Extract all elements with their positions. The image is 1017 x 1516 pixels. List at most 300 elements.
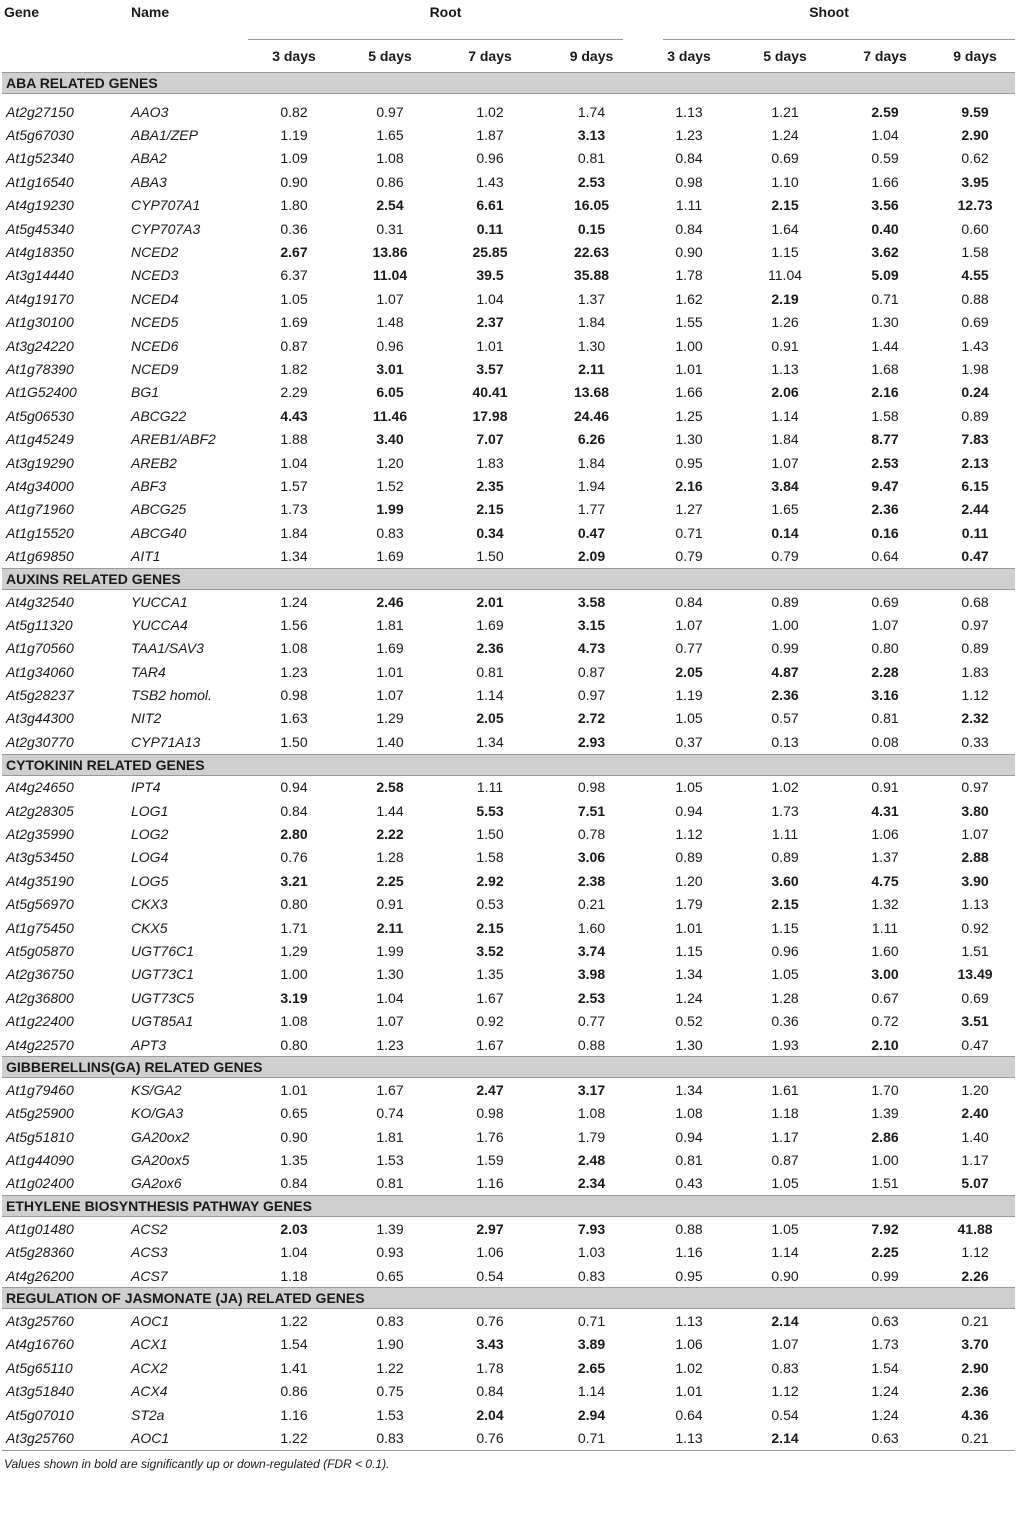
table-row <box>2 939 1015 962</box>
fold-change-value: 1.60 <box>577 919 606 936</box>
fold-change-value: 2.38 <box>577 872 606 889</box>
fold-change-value: 1.16 <box>675 1244 703 1261</box>
gene-name: ABCG25 <box>131 501 187 518</box>
gene-id: At5g07010 <box>6 1406 74 1423</box>
table-row <box>2 986 1015 1009</box>
fold-change-value: 2.94 <box>577 1406 606 1423</box>
fold-change-value: 35.88 <box>573 267 610 284</box>
fold-change-value: 3.58 <box>577 593 606 610</box>
fold-change-value: 3.43 <box>476 1336 504 1353</box>
fold-change-value: 0.37 <box>675 733 703 750</box>
fold-change-value: 1.03 <box>577 1244 606 1261</box>
header-day: 5 days <box>340 40 440 73</box>
gene-id: At4g22570 <box>6 1036 74 1053</box>
gene-name: LOG2 <box>131 826 169 843</box>
gene-name: ACS2 <box>131 1220 168 1237</box>
fold-change-value: 0.16 <box>871 524 899 541</box>
fold-change-value: 6.61 <box>476 197 504 214</box>
table-row <box>2 264 1015 287</box>
fold-change-value: 4.43 <box>280 407 308 424</box>
fold-change-value: 1.28 <box>771 989 799 1006</box>
gene-name: ACX4 <box>131 1383 168 1400</box>
table-row <box>2 1217 1015 1241</box>
fold-change-value: 2.54 <box>376 197 404 214</box>
table-row <box>2 822 1015 845</box>
section-title: AUXINS RELATED GENES <box>2 568 1015 589</box>
gene-name: UGT73C5 <box>131 989 195 1006</box>
gene-name: ABF3 <box>131 477 167 494</box>
gene-id: At1G52400 <box>6 384 77 401</box>
fold-change-value: 3.01 <box>376 360 404 377</box>
fold-change-value: 2.16 <box>871 384 899 401</box>
fold-change-value: 1.30 <box>675 1036 703 1053</box>
fold-change-value: 0.88 <box>577 1036 606 1053</box>
fold-change-value: 1.01 <box>280 1081 308 1098</box>
fold-change-value: 5.09 <box>871 267 899 284</box>
fold-change-value: 0.93 <box>376 1244 404 1261</box>
fold-change-value: 0.95 <box>675 454 703 471</box>
gene-id: At5g65110 <box>6 1359 73 1376</box>
header-day: 9 days <box>540 40 643 73</box>
fold-change-value: 1.19 <box>280 127 308 144</box>
fold-change-value: 1.12 <box>771 1383 799 1400</box>
fold-change-value: 2.11 <box>578 360 605 377</box>
fold-change-value: 0.96 <box>771 942 799 959</box>
table-row <box>2 1148 1015 1171</box>
fold-change-value: 1.83 <box>961 663 989 680</box>
fold-change-value: 0.57 <box>771 710 799 727</box>
fold-change-value: 16.05 <box>573 197 610 214</box>
expression-table <box>2 0 1015 1451</box>
fold-change-value: 1.01 <box>675 360 703 377</box>
fold-change-value: 2.25 <box>871 1244 899 1261</box>
fold-change-value: 0.89 <box>771 593 799 610</box>
fold-change-value: 1.93 <box>771 1036 799 1053</box>
fold-change-value: 1.30 <box>577 337 606 354</box>
gene-id: At5g28360 <box>6 1244 74 1261</box>
fold-change-value: 1.15 <box>771 244 799 261</box>
fold-change-value: 1.20 <box>675 872 703 889</box>
fold-change-value: 0.72 <box>871 1013 899 1030</box>
fold-change-value: 1.81 <box>376 1128 404 1145</box>
fold-change-value: 1.01 <box>675 919 703 936</box>
fold-change-value: 0.89 <box>675 849 703 866</box>
fold-change-value: 1.05 <box>771 1220 799 1237</box>
gene-name: KO/GA3 <box>131 1105 184 1122</box>
table-row <box>2 637 1015 660</box>
fold-change-value: 0.78 <box>577 826 606 843</box>
fold-change-value: 22.63 <box>573 244 610 261</box>
fold-change-value: 1.06 <box>476 1244 504 1261</box>
fold-change-value: 6.05 <box>376 384 404 401</box>
table-row <box>2 1078 1015 1102</box>
header-day: 7 days <box>440 40 540 73</box>
fold-change-value: 1.34 <box>280 548 308 565</box>
table-row <box>2 1309 1015 1333</box>
table-row <box>2 123 1015 146</box>
table-row <box>2 194 1015 217</box>
fold-change-value: 1.67 <box>376 1081 404 1098</box>
fold-change-value: 0.59 <box>871 150 899 167</box>
fold-change-value: 0.97 <box>961 779 989 796</box>
fold-change-value: 1.12 <box>675 826 703 843</box>
fold-change-value: 0.67 <box>871 989 899 1006</box>
fold-change-value: 2.35 <box>476 477 504 494</box>
fold-change-value: 0.69 <box>771 150 799 167</box>
fold-change-value: 1.41 <box>280 1359 308 1376</box>
fold-change-value: 1.17 <box>961 1152 989 1169</box>
fold-change-value: 0.90 <box>280 173 308 190</box>
fold-change-value: 1.56 <box>280 616 308 633</box>
fold-change-value: 0.94 <box>675 1128 703 1145</box>
fold-change-value: 3.95 <box>961 173 989 190</box>
fold-change-value: 0.81 <box>871 710 899 727</box>
fold-change-value: 0.62 <box>961 150 989 167</box>
fold-change-value: 0.89 <box>771 849 799 866</box>
fold-change-value: 1.66 <box>871 173 899 190</box>
fold-change-value: 2.93 <box>577 733 606 750</box>
fold-change-value: 1.37 <box>577 290 606 307</box>
gene-id: At4g19170 <box>6 290 74 307</box>
fold-change-value: 3.19 <box>280 989 308 1006</box>
fold-change-value: 1.02 <box>675 1359 703 1376</box>
fold-change-value: 1.34 <box>675 1081 703 1098</box>
fold-change-value: 1.12 <box>961 1244 989 1261</box>
gene-id: At4g34000 <box>6 477 74 494</box>
fold-change-value: 1.05 <box>675 710 703 727</box>
fold-change-value: 1.11 <box>476 779 504 796</box>
gene-id: At4g19230 <box>6 197 74 214</box>
fold-change-value: 0.98 <box>280 687 308 704</box>
fold-change-value: 3.52 <box>476 942 504 959</box>
fold-change-value: 0.34 <box>476 524 504 541</box>
fold-change-value: 1.54 <box>871 1359 899 1376</box>
footnote: Values shown in bold are significantly up or down-regulated (FDR < 0.1). <box>4 1456 390 1471</box>
table-row <box>2 147 1015 170</box>
fold-change-value: 2.44 <box>961 501 989 518</box>
fold-change-value: 1.14 <box>771 407 799 424</box>
fold-change-value: 2.36 <box>961 1383 989 1400</box>
fold-change-value: 1.04 <box>376 989 404 1006</box>
table-row <box>2 846 1015 869</box>
fold-change-value: 2.03 <box>280 1220 308 1237</box>
gene-id: At3g51840 <box>6 1383 74 1400</box>
gene-name: GA2ox6 <box>131 1175 182 1192</box>
fold-change-value: 1.65 <box>376 127 404 144</box>
fold-change-value: 1.84 <box>577 454 606 471</box>
gene-name: CYP71A13 <box>131 733 201 750</box>
fold-change-value: 0.84 <box>675 593 703 610</box>
fold-change-value: 1.06 <box>675 1336 703 1353</box>
fold-change-value: 0.91 <box>771 337 799 354</box>
fold-change-value: 11.04 <box>372 267 408 284</box>
fold-change-value: 1.02 <box>771 779 799 796</box>
gene-name: CKX5 <box>131 919 168 936</box>
fold-change-value: 11.04 <box>768 267 803 284</box>
fold-change-value: 1.23 <box>675 127 703 144</box>
section-header <box>2 568 1015 589</box>
fold-change-value: 2.05 <box>476 710 504 727</box>
fold-change-value: 0.76 <box>440 1426 540 1450</box>
fold-change-value: 0.60 <box>961 220 989 237</box>
fold-change-value: 6.26 <box>577 431 606 448</box>
table-row <box>2 357 1015 380</box>
fold-change-value: 0.15 <box>577 220 606 237</box>
fold-change-value: 1.28 <box>376 849 404 866</box>
table-row <box>2 683 1015 706</box>
fold-change-value: 1.40 <box>376 733 404 750</box>
fold-change-value: 1.98 <box>961 360 989 377</box>
fold-change-value: 1.34 <box>675 966 703 983</box>
table-row <box>2 521 1015 544</box>
table-row <box>2 1172 1015 1196</box>
fold-change-value: 1.51 <box>871 1175 899 1192</box>
fold-change-value: 0.63 <box>835 1426 935 1450</box>
table-row <box>2 100 1015 123</box>
gene-id: At1g71960 <box>6 501 74 518</box>
fold-change-value: 2.01 <box>476 593 504 610</box>
gene-id: At1g79460 <box>6 1081 74 1098</box>
fold-change-value: 1.07 <box>961 826 989 843</box>
fold-change-value: 0.96 <box>476 150 504 167</box>
fold-change-value: 2.58 <box>376 779 404 796</box>
fold-change-value: 0.89 <box>961 407 989 424</box>
header-row-groups <box>2 0 1015 40</box>
fold-change-value: 3.62 <box>871 244 899 261</box>
fold-change-value: 1.39 <box>871 1105 899 1122</box>
fold-change-value: 0.84 <box>280 802 308 819</box>
table-row <box>2 1333 1015 1356</box>
fold-change-value: 0.82 <box>280 103 308 120</box>
gene-name: AOC1 <box>128 1426 248 1450</box>
fold-change-value: 3.15 <box>577 616 606 633</box>
fold-change-value: 3.80 <box>961 802 989 819</box>
fold-change-value: 2.72 <box>577 710 606 727</box>
gene-name: GA20ox2 <box>131 1128 190 1145</box>
gene-id: At2g36750 <box>6 966 74 983</box>
fold-change-value: 1.90 <box>376 1336 404 1353</box>
fold-change-value: 0.75 <box>376 1383 404 1400</box>
fold-change-value: 0.83 <box>577 1267 606 1284</box>
fold-change-value: 2.86 <box>871 1128 899 1145</box>
gene-id: At2g36800 <box>6 989 74 1006</box>
fold-change-value: 1.44 <box>376 802 404 819</box>
gene-name: ABA1/ZEP <box>131 127 198 144</box>
fold-change-value: 1.69 <box>476 616 504 633</box>
fold-change-value: 1.43 <box>961 337 989 354</box>
table-row <box>2 707 1015 730</box>
gene-name: UGT73C1 <box>131 966 195 983</box>
fold-change-value: 1.11 <box>871 919 899 936</box>
gene-id: At5g06530 <box>6 407 74 424</box>
gene-id: At3g53450 <box>6 849 74 866</box>
gene-name: NCED2 <box>131 244 179 261</box>
gene-id: At4g35190 <box>6 872 74 889</box>
fold-change-value: 3.70 <box>961 1336 989 1353</box>
fold-change-value: 4.55 <box>961 267 989 284</box>
fold-change-value: 7.07 <box>476 431 504 448</box>
fold-change-value: 1.34 <box>476 733 504 750</box>
gene-id: At3g24220 <box>6 337 74 354</box>
fold-change-value: 1.16 <box>476 1175 504 1192</box>
fold-change-value: 2.26 <box>961 1267 989 1284</box>
table-row <box>2 217 1015 240</box>
fold-change-value: 1.73 <box>280 501 308 518</box>
header-shoot: Shoot <box>809 4 849 20</box>
fold-change-value: 1.05 <box>280 290 308 307</box>
fold-change-value: 2.36 <box>476 640 504 657</box>
fold-change-value: 1.13 <box>643 1426 735 1450</box>
fold-change-value: 1.69 <box>280 314 308 331</box>
fold-change-value: 0.08 <box>871 733 899 750</box>
table-row <box>2 544 1015 568</box>
fold-change-value: 0.33 <box>961 733 989 750</box>
gene-name: AREB1/ABF2 <box>131 431 216 448</box>
table-body <box>2 73 1015 1451</box>
gene-name: UGT85A1 <box>131 1013 194 1030</box>
fold-change-value: 3.57 <box>476 360 504 377</box>
fold-change-value: 0.87 <box>771 1152 799 1169</box>
gene-id: At3g44300 <box>6 710 74 727</box>
fold-change-value: 3.60 <box>771 872 799 889</box>
fold-change-value: 1.37 <box>871 849 899 866</box>
fold-change-value: 2.32 <box>961 710 989 727</box>
fold-change-value: 7.93 <box>577 1220 606 1237</box>
fold-change-value: 0.91 <box>376 896 404 913</box>
table-row <box>2 474 1015 497</box>
fold-change-value: 5.53 <box>476 802 504 819</box>
fold-change-value: 1.24 <box>280 593 308 610</box>
gene-id: At5g45340 <box>6 220 74 237</box>
fold-change-value: 0.71 <box>540 1426 643 1450</box>
fold-change-value: 1.58 <box>871 407 899 424</box>
fold-change-value: 1.17 <box>771 1128 799 1145</box>
table-row <box>2 1102 1015 1125</box>
fold-change-value: 1.68 <box>871 360 899 377</box>
fold-change-value: 2.11 <box>376 919 404 936</box>
fold-change-value: 0.31 <box>376 220 404 237</box>
fold-change-value: 1.00 <box>871 1152 899 1169</box>
fold-change-value: 0.64 <box>871 548 899 565</box>
fold-change-value: 2.28 <box>871 663 899 680</box>
fold-change-value: 0.69 <box>961 314 989 331</box>
fold-change-value: 0.81 <box>577 150 606 167</box>
fold-change-value: 3.89 <box>577 1336 606 1353</box>
fold-change-value: 1.00 <box>771 616 799 633</box>
fold-change-value: 0.79 <box>675 548 703 565</box>
section-title: ETHYLENE BIOSYNTHESIS PATHWAY GENES <box>2 1196 1015 1217</box>
fold-change-value: 1.13 <box>961 896 989 913</box>
fold-change-value: 0.86 <box>280 1383 308 1400</box>
section-title: ABA RELATED GENES <box>2 73 1015 94</box>
fold-change-value: 1.61 <box>771 1081 799 1098</box>
fold-change-value: 3.74 <box>577 942 606 959</box>
gene-id: At1g34060 <box>6 663 74 680</box>
fold-change-value: 1.20 <box>376 454 404 471</box>
fold-change-value: 3.21 <box>280 872 308 889</box>
table-row <box>2 963 1015 986</box>
fold-change-value: 13.68 <box>573 384 610 401</box>
fold-change-value: 0.14 <box>771 524 799 541</box>
fold-change-value: 0.84 <box>675 150 703 167</box>
header-root-group <box>248 0 643 40</box>
fold-change-value: 1.79 <box>577 1128 606 1145</box>
table-row <box>2 1380 1015 1403</box>
fold-change-value: 0.79 <box>771 548 799 565</box>
fold-change-value: 2.92 <box>476 872 504 889</box>
gene-id: At1g52340 <box>6 150 74 167</box>
fold-change-value: 2.48 <box>577 1152 606 1169</box>
gene-id: At1g70560 <box>6 640 74 657</box>
fold-change-value: 1.66 <box>675 384 703 401</box>
table-row <box>2 869 1015 892</box>
gene-name: KS/GA2 <box>131 1081 182 1098</box>
gene-id: At1g02400 <box>6 1175 74 1192</box>
fold-change-value: 1.02 <box>476 103 504 120</box>
fold-change-value: 0.88 <box>675 1220 703 1237</box>
gene-name: GA20ox5 <box>131 1152 190 1169</box>
gene-name: YUCCA4 <box>131 616 188 633</box>
fold-change-value: 1.87 <box>476 127 504 144</box>
fold-change-value: 0.54 <box>476 1267 504 1284</box>
fold-change-value: 0.94 <box>280 779 308 796</box>
fold-change-value: 17.98 <box>472 407 508 424</box>
section-header <box>2 1196 1015 1217</box>
fold-change-value: 0.21 <box>961 1313 989 1330</box>
fold-change-value: 1.18 <box>771 1105 799 1122</box>
fold-change-value: 0.84 <box>476 1383 504 1400</box>
gene-id: At1g44090 <box>6 1152 74 1169</box>
fold-change-value: 1.09 <box>280 150 308 167</box>
fold-change-value: 0.87 <box>577 663 606 680</box>
fold-change-value: 1.13 <box>675 103 703 120</box>
fold-change-value: 1.08 <box>675 1105 703 1122</box>
fold-change-value: 3.06 <box>577 849 606 866</box>
gene-name: LOG4 <box>131 849 169 866</box>
gene-name: ACX1 <box>131 1336 168 1353</box>
fold-change-value: 0.81 <box>376 1175 404 1192</box>
gene-id: At5g28237 <box>6 687 74 704</box>
gene-id: At1g16540 <box>6 173 74 190</box>
fold-change-value: 1.44 <box>871 337 899 354</box>
gene-id: At2g28305 <box>6 802 74 819</box>
gene-name: BG1 <box>131 384 160 401</box>
fold-change-value: 0.47 <box>961 548 989 565</box>
table-row <box>2 589 1015 613</box>
fold-change-value: 0.81 <box>675 1152 703 1169</box>
fold-change-value: 13.49 <box>957 966 993 983</box>
fold-change-value: 0.76 <box>280 849 308 866</box>
gene-id: At4g24650 <box>6 779 74 796</box>
fold-change-value: 2.37 <box>476 314 504 331</box>
fold-change-value: 1.11 <box>771 826 799 843</box>
fold-change-value: 2.05 <box>675 663 703 680</box>
fold-change-value: 7.83 <box>961 431 989 448</box>
gene-name: NCED4 <box>131 290 179 307</box>
fold-change-value: 1.22 <box>248 1426 340 1450</box>
fold-change-value: 1.01 <box>376 663 404 680</box>
fold-change-value: 0.89 <box>961 640 989 657</box>
gene-name: ACS3 <box>131 1244 168 1261</box>
gene-name: NCED3 <box>131 267 179 284</box>
fold-change-value: 0.21 <box>935 1426 1015 1450</box>
fold-change-value: 4.73 <box>577 640 606 657</box>
fold-change-value: 1.70 <box>871 1081 899 1098</box>
fold-change-value: 1.59 <box>476 1152 504 1169</box>
gene-name: IPT4 <box>131 779 161 796</box>
fold-change-value: 0.83 <box>376 1313 404 1330</box>
section-header <box>2 754 1015 775</box>
